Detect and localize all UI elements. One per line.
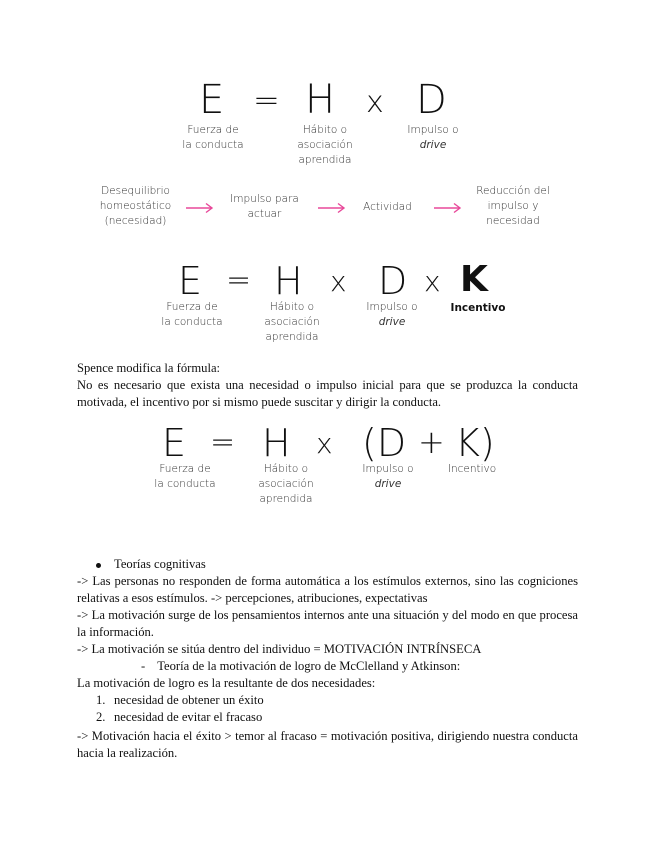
label-line: aprendida [265, 331, 319, 343]
numbered-item-2 [96, 709, 262, 726]
label-line: asociación [297, 139, 353, 151]
label-line: Fuerza de [187, 124, 239, 136]
label-line: Fuerza de [159, 463, 211, 475]
label-line: actuar [247, 208, 282, 220]
formula3-plus: + [418, 423, 445, 461]
spence-paragraph: No es necesario que exista una necesidad o impulso inicial para que se produzca la conducta motivada, el incentivo por si mismo puede suscitar y dirigir la conducta. [77, 378, 578, 409]
spence-text-block [77, 360, 578, 411]
label-line: Impulso o [366, 301, 418, 313]
paragraph-4: La motivación de logro es la resultante de dos necesidades: [77, 676, 376, 690]
label-line: Impulso o [407, 124, 459, 136]
numbered-text: necesidad de obtener un éxito [114, 693, 264, 707]
formula3-open-D: (D [362, 421, 407, 465]
formula1-equals: = [253, 81, 280, 119]
arrow-right-icon [434, 202, 462, 214]
label-line: aprendida [259, 493, 313, 505]
label-line: Hábito o [269, 301, 315, 313]
label-line: la conducta [182, 139, 244, 151]
label-italic: drive [419, 139, 447, 151]
paragraph-5: -> Motivación hacia el éxito > temor al fracaso = motivación positiva, dirigiendo nuestra conducta hacia la realización. [77, 729, 578, 760]
formula2-D: D [378, 259, 408, 303]
formula3-label-H [242, 462, 330, 507]
sub-item-text: Teoría de la motivación de logro de McClelland y Atkinson: [157, 659, 461, 673]
bullet-item [96, 556, 206, 573]
formula3-equals: = [210, 425, 236, 460]
formula1-label-E [168, 123, 258, 153]
label-line: necesidad [486, 215, 540, 227]
label-line: Impulso para [230, 193, 299, 205]
label-line: (necesidad) [104, 215, 167, 227]
label-line: Hábito o [302, 124, 348, 136]
label-italic: drive [374, 478, 402, 490]
formula2-label-K: Incentivo [450, 302, 506, 314]
label-line: asociación [264, 316, 320, 328]
formula2-K: K [460, 259, 488, 300]
label-line: Reducción del [476, 185, 550, 197]
label-line: aprendida [298, 154, 352, 166]
label-line [344, 477, 432, 492]
formula2-label-H [248, 300, 336, 345]
flow-step-2 [222, 192, 307, 222]
label-line: Fuerza de [166, 301, 218, 313]
formula2-equals: = [226, 263, 252, 298]
paragraph-3: -> La motivación se sitúa dentro del individuo = MOTIVACIÓN INTRÍNSECA [77, 642, 482, 656]
formula3-times: x [316, 427, 333, 460]
label-line [388, 138, 478, 153]
formula3-label-D [344, 462, 432, 492]
formula3-K-close: K) [455, 421, 495, 465]
spence-heading: Spence modifica la fórmula: [77, 361, 221, 375]
number-marker: 1. [96, 693, 106, 707]
number-marker: 2. [96, 710, 106, 724]
formula2-times-2: x [424, 265, 441, 298]
formula2-E: E [178, 259, 203, 303]
label-line: homeostático [99, 200, 172, 212]
paragraph-1: -> Las personas no responden de forma automática a los estímulos externos, sino las cogniciones relativas a esos estímulos. -> percepciones, atribuciones, expectativas [77, 574, 578, 605]
dash-marker: - [141, 659, 146, 673]
formula2-label-E [148, 300, 236, 330]
label-line: Impulso o [362, 463, 414, 475]
label-line: asociación [258, 478, 314, 490]
formula2-H: H [274, 259, 303, 303]
formula2-times-1: x [330, 265, 347, 298]
label-line: Desequilibrio [101, 185, 170, 197]
label-line: la conducta [161, 316, 223, 328]
label-italic: drive [378, 316, 406, 328]
flow-step-3: Actividad [363, 201, 412, 213]
formula3-label-K: Incentivo [447, 463, 497, 475]
sub-item [141, 658, 460, 675]
numbered-item-1 [96, 692, 264, 709]
formula1-label-H [280, 123, 370, 168]
paragraph-2: -> La motivación surge de los pensamientos internos ante una situación y del modo en que procesa la información. [77, 608, 578, 639]
flow-step-4 [468, 184, 558, 229]
numbered-text: necesidad de evitar el fracaso [114, 710, 263, 724]
formula1-label-D [388, 123, 478, 153]
label-line: Hábito o [263, 463, 309, 475]
formula1-E: E [199, 77, 225, 123]
formula1-D: D [416, 77, 447, 123]
label-line: la conducta [154, 478, 216, 490]
formula1-H: H [305, 77, 336, 123]
arrow-right-icon [186, 202, 214, 214]
arrow-right-icon [318, 202, 346, 214]
bullet-text: Teorías cognitivas [114, 557, 206, 571]
formula3-label-E [141, 462, 229, 492]
bullet-dot-icon [96, 563, 101, 568]
label-line: impulso y [487, 200, 539, 212]
flow-step-1 [88, 184, 183, 229]
formula1-times: x [366, 85, 384, 120]
formula2-label-D [348, 300, 436, 330]
formula3-H: H [262, 421, 291, 465]
label-line [348, 315, 436, 330]
formula3-E: E [162, 421, 187, 465]
